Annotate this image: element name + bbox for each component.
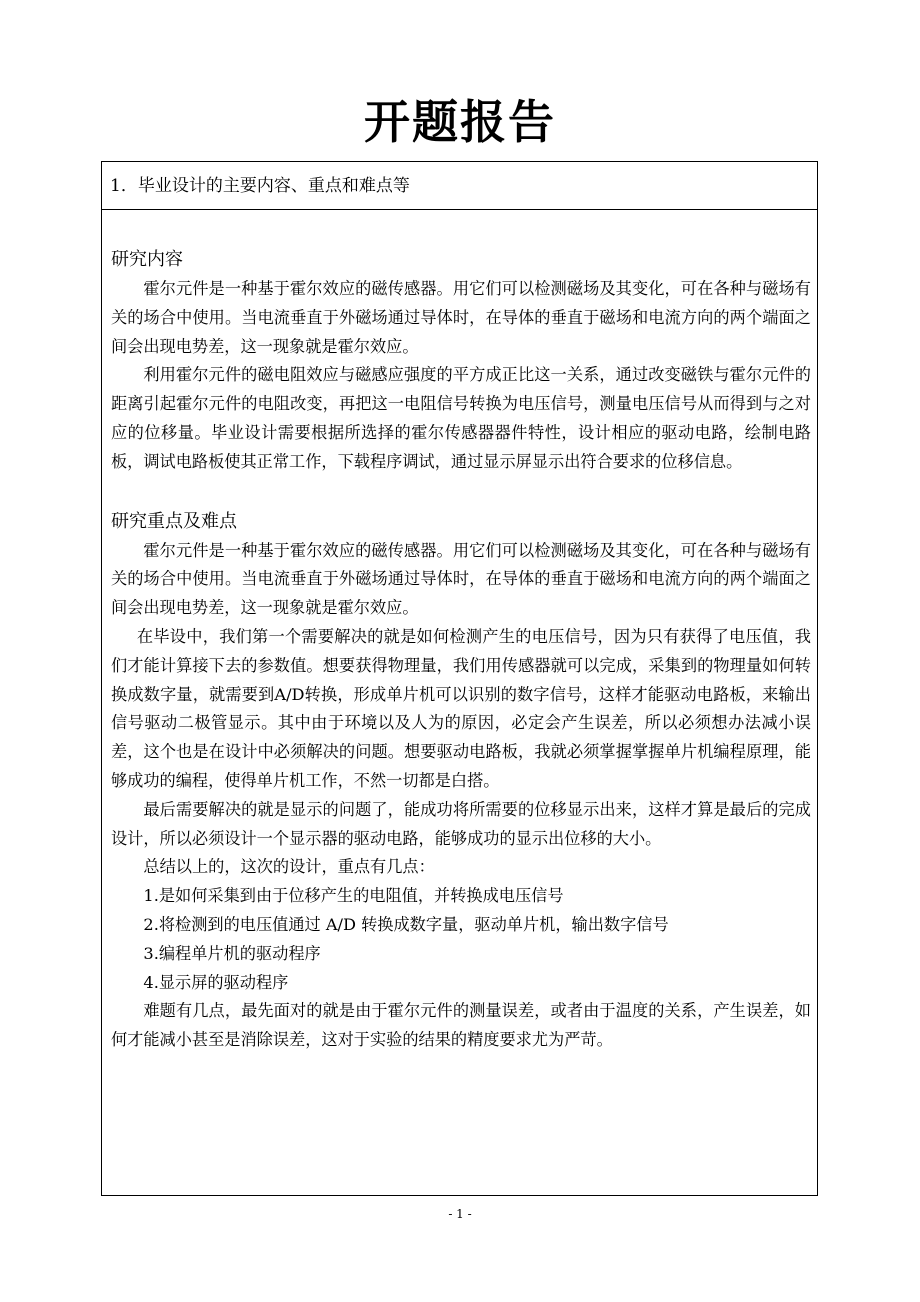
key-points-heading: 研究重点及难点 bbox=[111, 510, 237, 532]
research-content-paragraph: 利用霍尔元件的磁电阻效应与磁感应强度的平方成正比这一关系，通过改变磁铁与霍尔元件的距离引起霍尔元件的电阻改变，再把这一电阻信号转换为电压信号，测量电压信号从而得到与之对应的位移量。毕业设计需要根据所选择的霍尔传感器器件特性，设计相应的驱动电路，绘制电路板，调试电路板使其正常工作，下载程序调试，通过显示屏显示出符合要求的位移信息。 bbox=[111, 365, 811, 471]
key-points-paragraph: 难题有几点，最先面对的就是由于霍尔元件的测量误差，或者由于温度的关系，产生误差，如何才能减小甚至是消除误差，这对于实验的结果的精度要求尤为严苛。 bbox=[111, 1001, 811, 1050]
key-points-paragraph: 霍尔元件是一种基于霍尔效应的磁传感器。用它们可以检测磁场及其变化，可在各种与磁场有关的场合中使用。当电流垂直于外磁场通过导体时，在导体的垂直于磁场和电流方向的两个端面之间会出现电势差，这一现象就是霍尔效应。 bbox=[111, 540, 811, 618]
key-point-item: 4.显示屏的驱动程序 bbox=[143, 972, 289, 992]
key-point-item: 1.是如何采集到由于位移产生的电阻值，并转换成电压信号 bbox=[143, 886, 564, 906]
page-title: 开题报告 bbox=[364, 95, 556, 149]
key-points-paragraph: 在毕设中，我们第一个需要解决的就是如何检测产生的电压信号，因为只有获得了电压值，我们才能计算接下去的参数值。想要获得物理量，我们用传感器就可以完成，采集到的物理量如何转换成数字量，就需要到A/D转换，形成单片机可以识别的数字信号，这样才能驱动电路板，来输出信号驱动二极管显示。其中由于环境以及人为的原因，必定会产生误差，所以必须想办法减小误差，这个也是在设计中必须解决的问题。想要驱动电路板，我就必须掌握掌握单片机编程原理，能够成功的编程，使得单片机工作，不然一切都是白搭。 bbox=[111, 626, 811, 790]
key-point-item: 3.编程单片机的驱动程序 bbox=[143, 943, 321, 963]
key-points-paragraph: 总结以上的，这次的设计，重点有几点： bbox=[143, 857, 435, 877]
spacer bbox=[111, 477, 811, 507]
report-table bbox=[101, 161, 818, 1196]
key-points-paragraph: 最后需要解决的就是显示的问题了，能成功将所需要的位移显示出来，这样才算是最后的完成设计，所以必须设计一个显示器的驱动电路，能够成功的显示出位移的大小。 bbox=[111, 799, 811, 848]
research-content-heading: 研究内容 bbox=[111, 249, 183, 270]
section-body bbox=[111, 245, 811, 1055]
section-heading: 1．毕业设计的主要内容、重点和难点等 bbox=[102, 162, 817, 210]
page-number: - 1 - bbox=[448, 1207, 472, 1221]
key-point-item: 2.将检测到的电压值通过 A/D 转换成数字量，驱动单片机，输出数字信号 bbox=[143, 914, 669, 934]
research-content-paragraph: 霍尔元件是一种基于霍尔效应的磁传感器。用它们可以检测磁场及其变化，可在各种与磁场有关的场合中使用。当电流垂直于外磁场通过导体时，在导体的垂直于磁场和电流方向的两个端面之间会出现电势差，这一现象就是霍尔效应。 bbox=[111, 279, 811, 356]
